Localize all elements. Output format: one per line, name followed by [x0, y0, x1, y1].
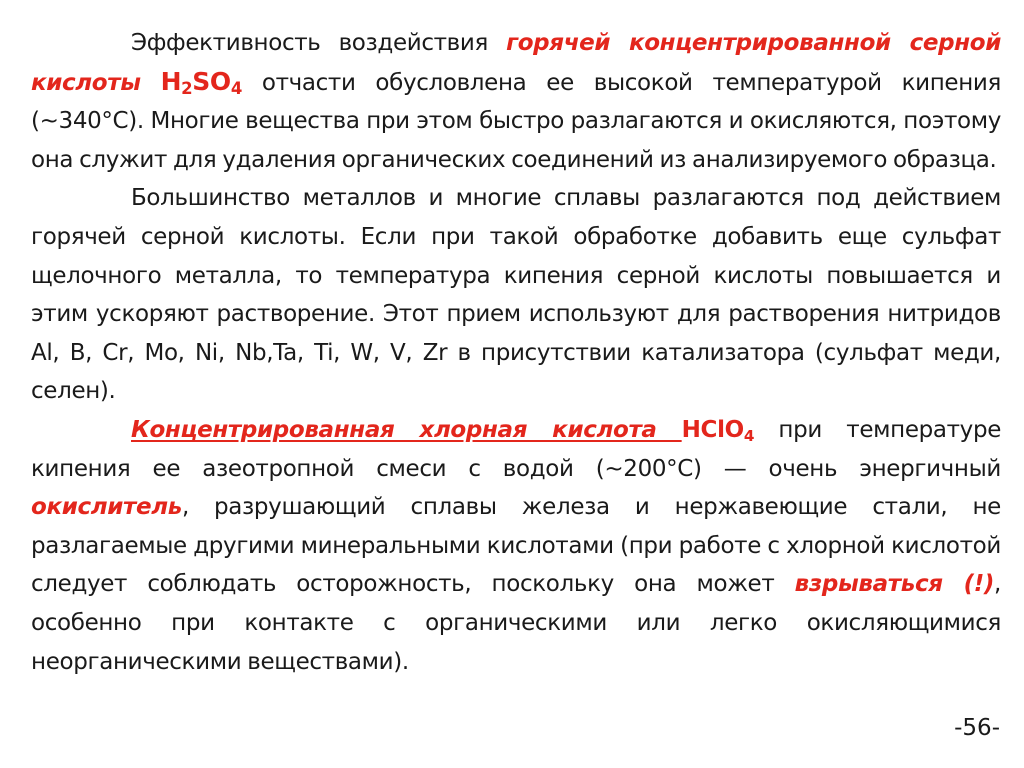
formula-sulfuric-acid — [161, 67, 242, 96]
paragraph-metal-dissolution — [31, 179, 1001, 411]
paragraph-3-body-3: , особенно при контакте с органическими или легко окисляющимися неорганическими веществами). — [31, 571, 1001, 675]
formula-so-subscript: 4 — [230, 78, 242, 98]
emphasis-hot-concentrated-sulfuric-acid: горячей концентрированной серной кислоты — [31, 30, 1001, 96]
emphasis-concentrated-perchloric-acid: Концентрированная хлорная кислота — [131, 416, 682, 443]
page-number: -56- — [954, 715, 1000, 741]
formula-h-subscript: 2 — [181, 78, 193, 98]
paragraph-1-lead: Эффективность воздействия — [131, 30, 507, 56]
formula-so: SO — [192, 66, 231, 96]
formula-perchloric-acid — [682, 417, 754, 443]
paragraph-perchloric-acid — [31, 411, 1001, 681]
paragraph-sulfuric-acid — [31, 24, 1001, 179]
paragraph-2-body: Большинство металлов и многие сплавы разлагаются под действием горячей серной кислоты. Если при такой обработке добавить еще сульфат щелочного металла, то температура кипения серной кислоты повышается и этим ускоряют растворение. Этот прием используют для растворения нитридов Al, B, Cr, Mo, Ni, Nb,Ta, Ti, W, V, Zr в присутствии катализатора (сульфат меди, селен). — [31, 185, 1001, 405]
emphasis-oxidizer: окислитель — [31, 494, 182, 521]
paragraph-3-body-2: , разрушающий сплавы железа и нержавеющие стали, не разлагаемые другими минеральными кислотами (при работе с хлорной кислотой следует соблюдать осторожность, поскольку она может — [31, 494, 1001, 598]
paragraph-3-body-1: при температуре кипения ее азеотропной смеси с водой (~200°С) — очень энергичный — [31, 416, 1001, 482]
formula-hclo: HClO — [681, 416, 744, 443]
emphasis-explode-warning: взрываться (!) — [794, 571, 995, 598]
formula-hclo-subscript: 4 — [743, 426, 755, 445]
formula-h: H — [160, 66, 182, 96]
paragraph-1-body: отчасти обусловлена ее высокой температурой кипения (~340°С). Многие вещества при этом быстро разлагаются и окисляются, поэтому она служит для удаления органических соединений из анализируемого образца. — [31, 69, 1001, 173]
slide-content — [31, 24, 1001, 681]
